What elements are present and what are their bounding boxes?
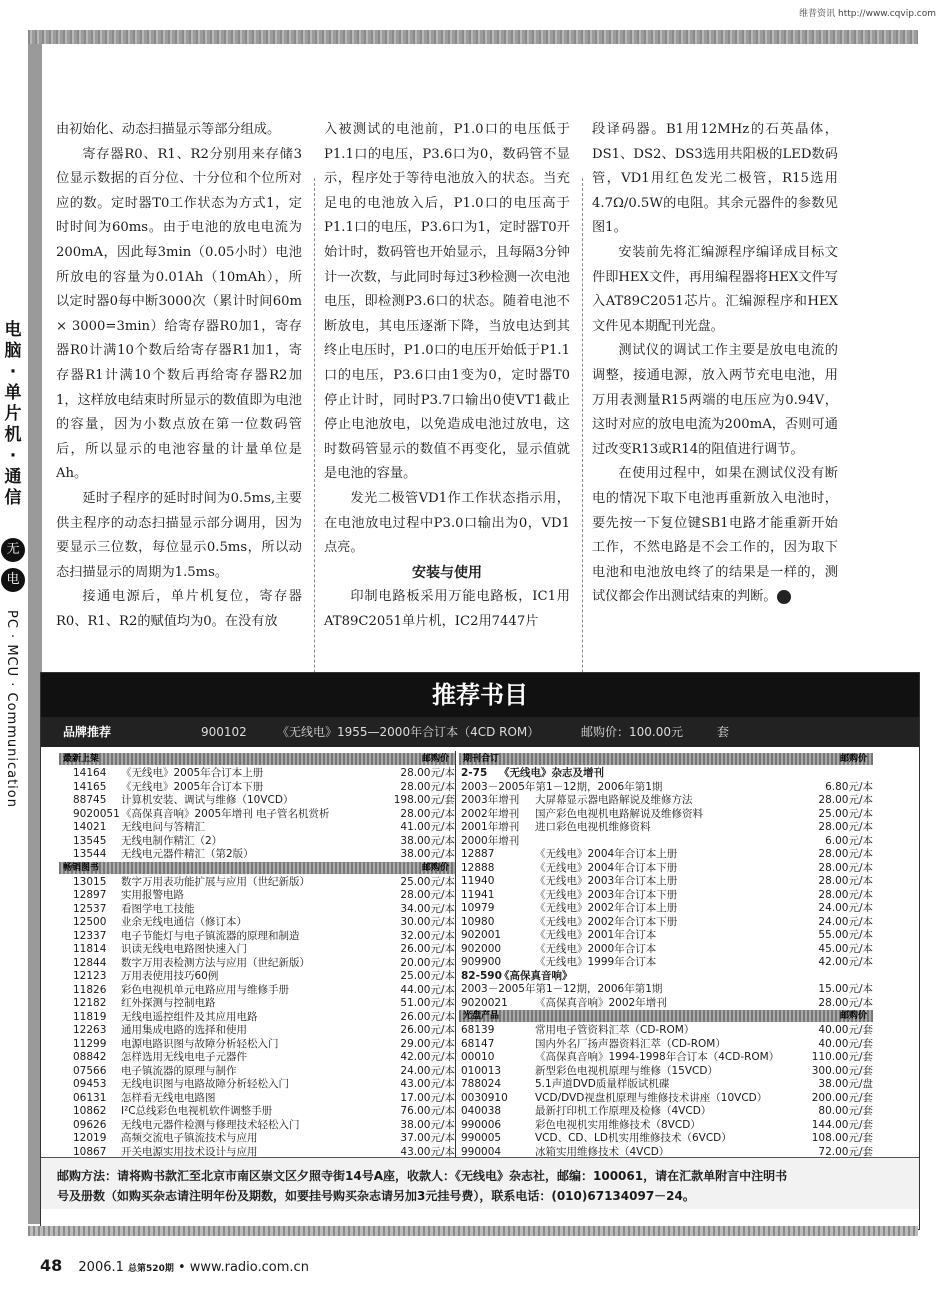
books-left-column [59,753,455,1159]
book-price: 42.00元/本 [818,956,873,968]
section-price-label: 邮购价 [421,862,449,873]
book-title: 识读无线电电路图快速入门 [121,943,247,955]
book-code: 2001年增刊 [461,821,520,833]
book-code: 12844 [73,956,107,969]
book-row [59,1078,455,1092]
article-paragraph: 在使用过程中，如果在测试仪没有断电的情况下取下电池再重新放入电池时，要先按一下复位键SB1电路才能重新开始工作，不然电路是不会工作的，因为取下电池和电池放电终了的结果是一样的，测试仪都会作出测试结束的判断。 无 [592,466,838,605]
book-code: 2003年增刊 [461,794,520,806]
article-paragraph: 接通电源后，单片机复位，寄存器R0、R1、R2的赋值均为0。在没有放 [56,589,302,629]
side-tab-english: PC · MCU · Communication [4,610,19,808]
books-column-divider [455,751,456,1161]
book-title: 无线电识图与电路故障分析轻松入门 [121,1078,289,1090]
book-code: 12887 [461,848,495,860]
book-code: 12500 [73,916,107,928]
book-code: 990004 [461,1145,502,1158]
side-tab-char: 脑 [4,341,22,361]
book-title: 无线电元器件精汇（第2版） [121,848,254,860]
book-code: 12888 [461,861,495,874]
book-title: 无线电制作精汇（2） [121,834,223,847]
book-row [59,794,455,808]
book-code: 11299 [73,1037,107,1050]
section-label: 光盘产品 [463,1011,500,1021]
section-label: 最新上架 [63,754,100,764]
book-row [59,903,455,917]
website-link[interactable]: • www.radio.com.cn [177,1260,309,1275]
book-row [59,1132,455,1146]
section-label: 畅销图书 [63,862,100,873]
book-price: 24.00元/本 [818,902,873,914]
book-row [459,1132,873,1146]
book-title: VCD、CD、LD机实用维修技术（6VCD） [535,1132,732,1144]
side-tab-char: 单 [4,383,22,403]
book-code: 82-590 [461,969,502,982]
magazine-logo-icon-2: 电 [1,568,25,592]
watermark: 维普资讯 http://www.cqvip.com [799,9,936,19]
book-price: 28.00元/本 [818,875,873,887]
books-title: 推荐书目 [41,673,919,717]
book-row [459,1051,873,1065]
book-row [459,997,873,1011]
issue-total: 总第520期 [128,1264,174,1274]
article-column-2 [324,118,570,634]
book-price: 15.00元/本 [818,983,873,995]
book-row [459,1119,873,1133]
section-price-label: 邮购价 [839,754,867,764]
book-row [459,875,873,889]
book-code: 12182 [73,997,107,1009]
book-code: 040038 [461,1105,502,1117]
article-paragraph: 延时子程序的延时时间为0.5ms,主要供主程序的动态扫描显示部分调用，因为要显示三位数，每位显示0.5ms，所以动态扫描显示的周期为1.5ms。 [56,490,302,580]
book-code: 2-75 [461,767,488,779]
book-row [459,1024,873,1038]
book-price: 34.00元/本 [400,902,455,915]
book-title: 开关电源实用技术设计与应用 [121,1145,258,1158]
book-price: 72.00元/套 [818,1145,873,1158]
book-price: 32.00元/本 [400,929,455,942]
book-price: 198.00元/套 [393,794,455,806]
book-price: 24.00元/本 [818,915,873,928]
article-paragraph: 寄存器R0、R1、R2分别用来存储3位显示数据的百分位、十分位和个位所对应的数。定时器T0工作状态为方式1，定时时间为60ms。由于电池的放电电流为200mA，因此每3min（0.05小时）电池所放电的容量为0.01Ah（10mAh），所以定时器0每中断3000次（累计时间60m × 3000=3min）给寄存器R0加1，寄存器R0计满10个数后给寄存器R1加1，寄存器R1计满10个数后再给寄存器R2加1，这样放电结束时所显示的数值即为电池的容量，因为小数点放在第一位数码管后，所以显示的电池容量的计量单位是Ah。 [56,146,302,482]
book-code: 14164 [73,767,107,779]
section-label: 期刊合订 [463,754,500,764]
brand-code: 900102 [201,725,247,739]
book-title: 《无线电》1999年合订本 [535,956,657,968]
article-paragraph: 安装前先将汇编源程序编译成目标文件即HEX文件，再用编程器将HEX文件写入AT89C2051芯片。汇编源程序和HEX文件见本期配刊光盘。 [592,244,838,334]
article-paragraph: 入被测试的电池前，P1.0口的电压低于P1.1口的电压，P3.6口为0，数码管不显示，程序处于等待电池放入的状态。当充足电的电池放入后，P1.0口的电压高于P1.1口的电压，P3.6口为1，定时器T0开始计时，数码管也开始显示，且每隔3分钟计一次数，与此同时每过3秒检测一次电池电压，即检测P3.6口的状态。随着电池不断放电，其电压逐渐下降，当放电达到其终止电压时，P1.0口的电压开始低于P1.1口的电压，P3.6口由1变为0，定时器T0停止计时，同时P3.7口输出0使VT1截止停止电池放电，以免造成电池过放电，这时数码管显示的数值不再变化，显示值就是电池的容量。 [324,122,570,482]
book-row [59,1011,455,1025]
book-price: 38.00元/本 [400,1118,455,1131]
book-title: 万用表使用技巧60例 [121,970,219,982]
book-price: 26.00元/本 [400,1024,455,1036]
book-price: 108.00元/套 [811,1132,873,1144]
page-footer [40,1256,309,1275]
section-price-label: 邮购价 [839,1011,867,1021]
book-title: 高频交流电子镇流技术与应用 [121,1132,258,1144]
book-row [59,808,455,822]
book-price: 42.00元/本 [400,1051,455,1063]
book-row [59,889,455,903]
recommended-books-panel [40,672,920,1230]
book-title: I²C总线彩色电视机软件调整手册 [121,1105,273,1117]
section-side-tab [0,320,26,880]
book-row [59,916,455,930]
book-code: 09626 [73,1118,107,1131]
book-price: 20.00元/本 [400,956,455,969]
book-code: 06131 [73,1091,107,1104]
book-code: 07566 [73,1064,107,1077]
book-title: 冰箱实用维修技术（4VCD） [535,1145,670,1158]
book-row [459,848,873,862]
book-price: 76.00元/本 [400,1105,455,1117]
book-price: 28.00元/本 [818,821,873,833]
book-row [59,767,455,781]
book-row [59,876,455,890]
article-paragraph: 测试仪的调试工作主要是放电电流的调整，接通电源，放入两节充电电池，用万用表测量R15两端的电压应为0.94V，这时对应的放电电流为200mA，否则可通过改变R13或R14的阻值进行调节。 [592,343,838,457]
book-price: 80.00元/套 [818,1105,873,1117]
book-code: 13544 [73,848,107,860]
book-price: 28.00元/本 [400,889,455,901]
book-code: 902000 [461,942,502,955]
book-row [59,997,455,1011]
book-code: 88745 [73,794,107,806]
books-right-column [459,753,873,1173]
book-title: 最新打印机工作原理及检修（4VCD） [535,1105,712,1117]
book-title: 无线电问与答精汇 [121,821,205,833]
article-paragraph: 发光二极管VD1作工作状态指示用，在电池放电过程中P3.0口输出为0，VD1点亮。 [324,490,570,556]
book-code: 12263 [73,1024,107,1036]
book-title: 电子镇流器的原理与制作 [121,1064,237,1077]
book-price: 28.00元/本 [818,861,873,874]
book-code: 2000年增刊 [461,834,520,847]
book-title: 无线电元器件检测与修理技术轻松入门 [121,1118,300,1131]
book-row [459,929,873,943]
book-price: 40.00元/套 [818,1024,873,1036]
book-row [59,1105,455,1119]
book-row [459,956,873,970]
book-title: 《无线电》2005年合订本下册 [121,780,264,793]
book-price: 25.00元/本 [818,807,873,820]
book-code: 12019 [73,1132,107,1144]
magazine-logo-icon: 无 [1,538,25,562]
book-row [59,984,455,998]
book-title: 《高保真音响》1994-1998年合订本（4CD-ROM） [535,1051,780,1063]
book-title: 国内外名厂扬声器资料汇萃（CD-ROM） [535,1037,726,1050]
book-code: 13545 [73,834,107,847]
book-title: 《高保真音响》 [499,969,573,982]
book-code: 11819 [73,1010,107,1023]
side-tab-char: 通 [4,467,22,487]
book-code: 00010 [461,1051,495,1063]
article-paragraph: 由初始化、动态扫描显示等部分组成。 [56,122,281,137]
book-code: 11941 [461,888,495,901]
book-price: 144.00元/套 [811,1118,873,1131]
book-title: 《无线电》杂志及增刊 [499,767,604,779]
book-title: 电源电路识图与故障分析轻松入门 [121,1037,279,1050]
book-title: 《无线电》2003年合订本上册 [535,875,678,887]
book-code: 010013 [461,1064,502,1077]
brand-price: 邮购价：100.00元 [581,725,683,739]
article-column-1 [56,118,302,634]
book-title: 电子节能灯与电子镇流器的原理和制造 [121,929,300,942]
book-price: 28.00元/本 [400,807,455,820]
book-price: 45.00元/本 [818,942,873,955]
book-title: 《无线电》2005年合订本上册 [121,767,264,779]
book-row [459,821,873,835]
book-title: VCD/DVD视盘机原理与维修技术讲座（10VCD） [535,1091,768,1104]
brand-unit: 套 [717,725,730,739]
book-price: 55.00元/本 [818,929,873,941]
brand-label: 品牌推荐 [63,725,112,739]
book-code: 10862 [73,1105,107,1117]
book-code: 9020021 [461,996,508,1009]
side-tab-char: · [9,446,17,466]
book-code: 788024 [461,1078,502,1090]
book-section-header [459,1010,873,1022]
side-tab-char: 电 [4,320,22,340]
mail-line-2: 号及册数（如购买杂志请注明年份及期数，如要挂号购买杂志请另加3元挂号费），联系电话：(010)67134097－24。 [57,1189,695,1203]
book-title: 《无线电》2004年合订本上册 [535,848,678,860]
book-title: 无线电遥控组件及其应用电路 [121,1010,258,1023]
book-code: 11940 [461,875,495,887]
book-title: 彩色电视机实用维修技术（8VCD） [535,1118,701,1131]
book-code: 11826 [73,983,107,996]
book-title: 通用集成电路的选择和使用 [121,1024,247,1036]
book-row [459,808,873,822]
book-price: 28.00元/本 [818,848,873,860]
book-row [59,1092,455,1106]
book-title: 看图学电工技能 [121,902,195,915]
book-code: 11814 [73,943,107,955]
book-code: 909900 [461,956,502,968]
book-code: 13015 [73,875,107,888]
brand-title: 《无线电》1955—2000年合订本（4CD ROM） [277,725,540,739]
book-price: 28.00元/本 [818,794,873,806]
side-tab-char: 机 [4,425,22,445]
book-code: 990006 [461,1118,502,1131]
book-price: 6.00元/本 [825,834,873,847]
book-code: 10867 [73,1145,107,1158]
book-title: 《无线电》2003年合订本下册 [535,888,678,901]
book-row [459,794,873,808]
book-title: 怎样选用无线电电子元器件 [121,1051,247,1063]
book-code: 990005 [461,1132,502,1144]
mail-line-1: 邮购方法：请将购书款汇至北京市南区崇文区夕照寺街14号A座，收款人：《无线电》杂志社，邮编：100061，请在汇款单附言中注明书 [57,1169,788,1183]
book-row [459,970,873,984]
book-price: 41.00元/本 [400,821,455,833]
book-price: 40.00元/套 [818,1037,873,1050]
book-row [59,821,455,835]
book-section-header [59,862,455,874]
book-row [459,1065,873,1079]
bottom-decorative-band [28,1226,918,1236]
book-row [459,983,873,997]
book-code: 14165 [73,780,107,793]
book-code: 0030910 [461,1091,508,1104]
book-price: 28.00元/本 [400,767,455,779]
book-price: 44.00元/本 [400,983,455,996]
book-price: 25.00元/本 [400,970,455,982]
book-title: 进口彩色电视机维修资料 [535,821,651,833]
book-row [459,767,873,781]
book-row [59,1024,455,1038]
mail-order-instructions [41,1157,919,1209]
book-row [459,889,873,903]
book-code: 68139 [461,1024,495,1036]
book-title: 数字万用表检测方法与应用（世纪新版） [121,956,310,969]
brand-recommend-row [41,717,919,747]
book-title: 红外探测与控制电路 [121,997,216,1009]
book-row [459,943,873,957]
book-row [59,957,455,971]
book-price: 300.00元/套 [811,1064,873,1077]
book-price: 110.00元/套 [811,1051,873,1063]
book-section-header [59,753,455,765]
article-paragraph: 印制电路板采用万能电路板，IC1用AT89C2051单片机，IC2用7447片 [324,589,570,629]
side-tab-char: 信 [4,488,22,508]
book-price: 43.00元/本 [400,1078,455,1090]
book-row [459,1078,873,1092]
book-price: 43.00元/本 [400,1145,455,1158]
book-code: 08842 [73,1051,107,1063]
book-price: 38.00元/本 [400,848,455,860]
book-row [459,1092,873,1106]
book-row [59,1065,455,1079]
book-title: 国产彩色电视机电路解说及维修资料 [535,807,703,820]
book-row [59,930,455,944]
book-title: 《无线电》2002年合订本上册 [535,902,678,914]
book-title: 《无线电》2002年合订本下册 [535,915,678,928]
book-price: 28.00元/本 [818,888,873,901]
book-price: 26.00元/本 [400,1010,455,1023]
book-code: 2002年增刊 [461,807,520,820]
book-title: 实用报警电路 [121,889,184,901]
book-row [459,781,873,795]
book-title: 2003－2005年第1－12期，2006年第1期 [461,780,663,793]
book-price: 26.00元/本 [400,943,455,955]
side-tab-char: 片 [4,404,22,424]
book-row [59,781,455,795]
book-row [59,835,455,849]
book-price: 17.00元/本 [400,1091,455,1104]
book-title: 《无线电》2004年合订本下册 [535,861,678,874]
book-row [59,848,455,862]
book-title: 5.1声道DVD质量样版试机碟 [535,1078,670,1090]
book-row [459,862,873,876]
book-price: 29.00元/本 [400,1037,455,1050]
book-title: 计算机安装、调试与维修（10VCD） [121,794,294,806]
book-code: 14021 [73,821,107,833]
book-code: 10980 [461,915,495,928]
book-title: 《高保真音响》2002年增刊 [535,996,667,1009]
book-code: 902001 [461,929,502,941]
book-row [459,1105,873,1119]
book-price: 24.00元/本 [400,1064,455,1077]
book-code: 12337 [73,929,107,942]
book-row [459,902,873,916]
section-heading: 安装与使用 [412,564,482,581]
book-title: 常用电子管资料汇萃（CD-ROM） [535,1024,695,1036]
article-paragraph: 段译码器。B1用12MHz的石英晶体，DS1、DS2、DS3选用共阳极的LED数码管，VD1用红色发光二极管，R15选用4.7Ω/0.5W的电阻。其余元器件的参数见图1。 [592,122,838,236]
book-code: 12537 [73,902,107,915]
book-price: 30.00元/本 [400,916,455,928]
book-price: 38.00元/盘 [818,1078,873,1090]
book-row [459,1038,873,1052]
article-column-3 [592,118,838,610]
book-code: 09453 [73,1078,107,1090]
book-price: 51.00元/本 [400,997,455,1009]
book-title: 怎样看无线电电路图 [121,1091,216,1104]
book-row [459,835,873,849]
book-price: 200.00元/套 [811,1091,873,1104]
book-title: 《高保真音响》2005年增刊 电子管名机赏析 [121,807,330,820]
book-row [59,970,455,984]
book-price: 6.80元/本 [825,780,873,793]
book-row [59,1119,455,1133]
book-price: 25.00元/本 [400,875,455,888]
book-row [459,916,873,930]
book-price: 37.00元/本 [400,1132,455,1144]
book-row [59,943,455,957]
book-title: 《无线电》2000年合订本 [535,942,657,955]
article-body [48,118,894,670]
book-title: 业余无线电通信（修订本） [121,916,247,928]
page-number: 48 [40,1256,63,1275]
book-row [59,1051,455,1065]
book-section-header [459,753,873,765]
book-title: 2003－2005年第1－12期，2006年第1期 [461,983,663,995]
book-code: 12123 [73,970,107,982]
book-title: 彩色电视机单元电路应用与维修手册 [121,983,289,996]
book-code: 10979 [461,902,495,914]
book-price: 28.00元/本 [818,996,873,1009]
book-title: 新型彩色电视机原理与维修（15VCD） [535,1064,718,1077]
book-code: 68147 [461,1037,495,1050]
issue-date: 2006.1 [78,1260,124,1275]
book-title: 《无线电》2001年合订本 [535,929,657,941]
book-row [59,1038,455,1052]
top-decorative-band [28,30,918,44]
side-tab-chinese [2,320,24,509]
book-price: 38.00元/本 [400,834,455,847]
book-title: 大屏幕显示器电路解说及维修方法 [535,794,693,806]
side-tab-char: · [9,362,17,382]
book-title: 数字万用表功能扩展与应用（世纪新版） [121,875,310,888]
section-price-label: 邮购价 [421,754,449,764]
book-price: 28.00元/本 [400,780,455,793]
book-code: 9020051 [73,807,120,820]
end-mark-icon: 无 [777,590,791,604]
book-code: 12897 [73,889,107,901]
